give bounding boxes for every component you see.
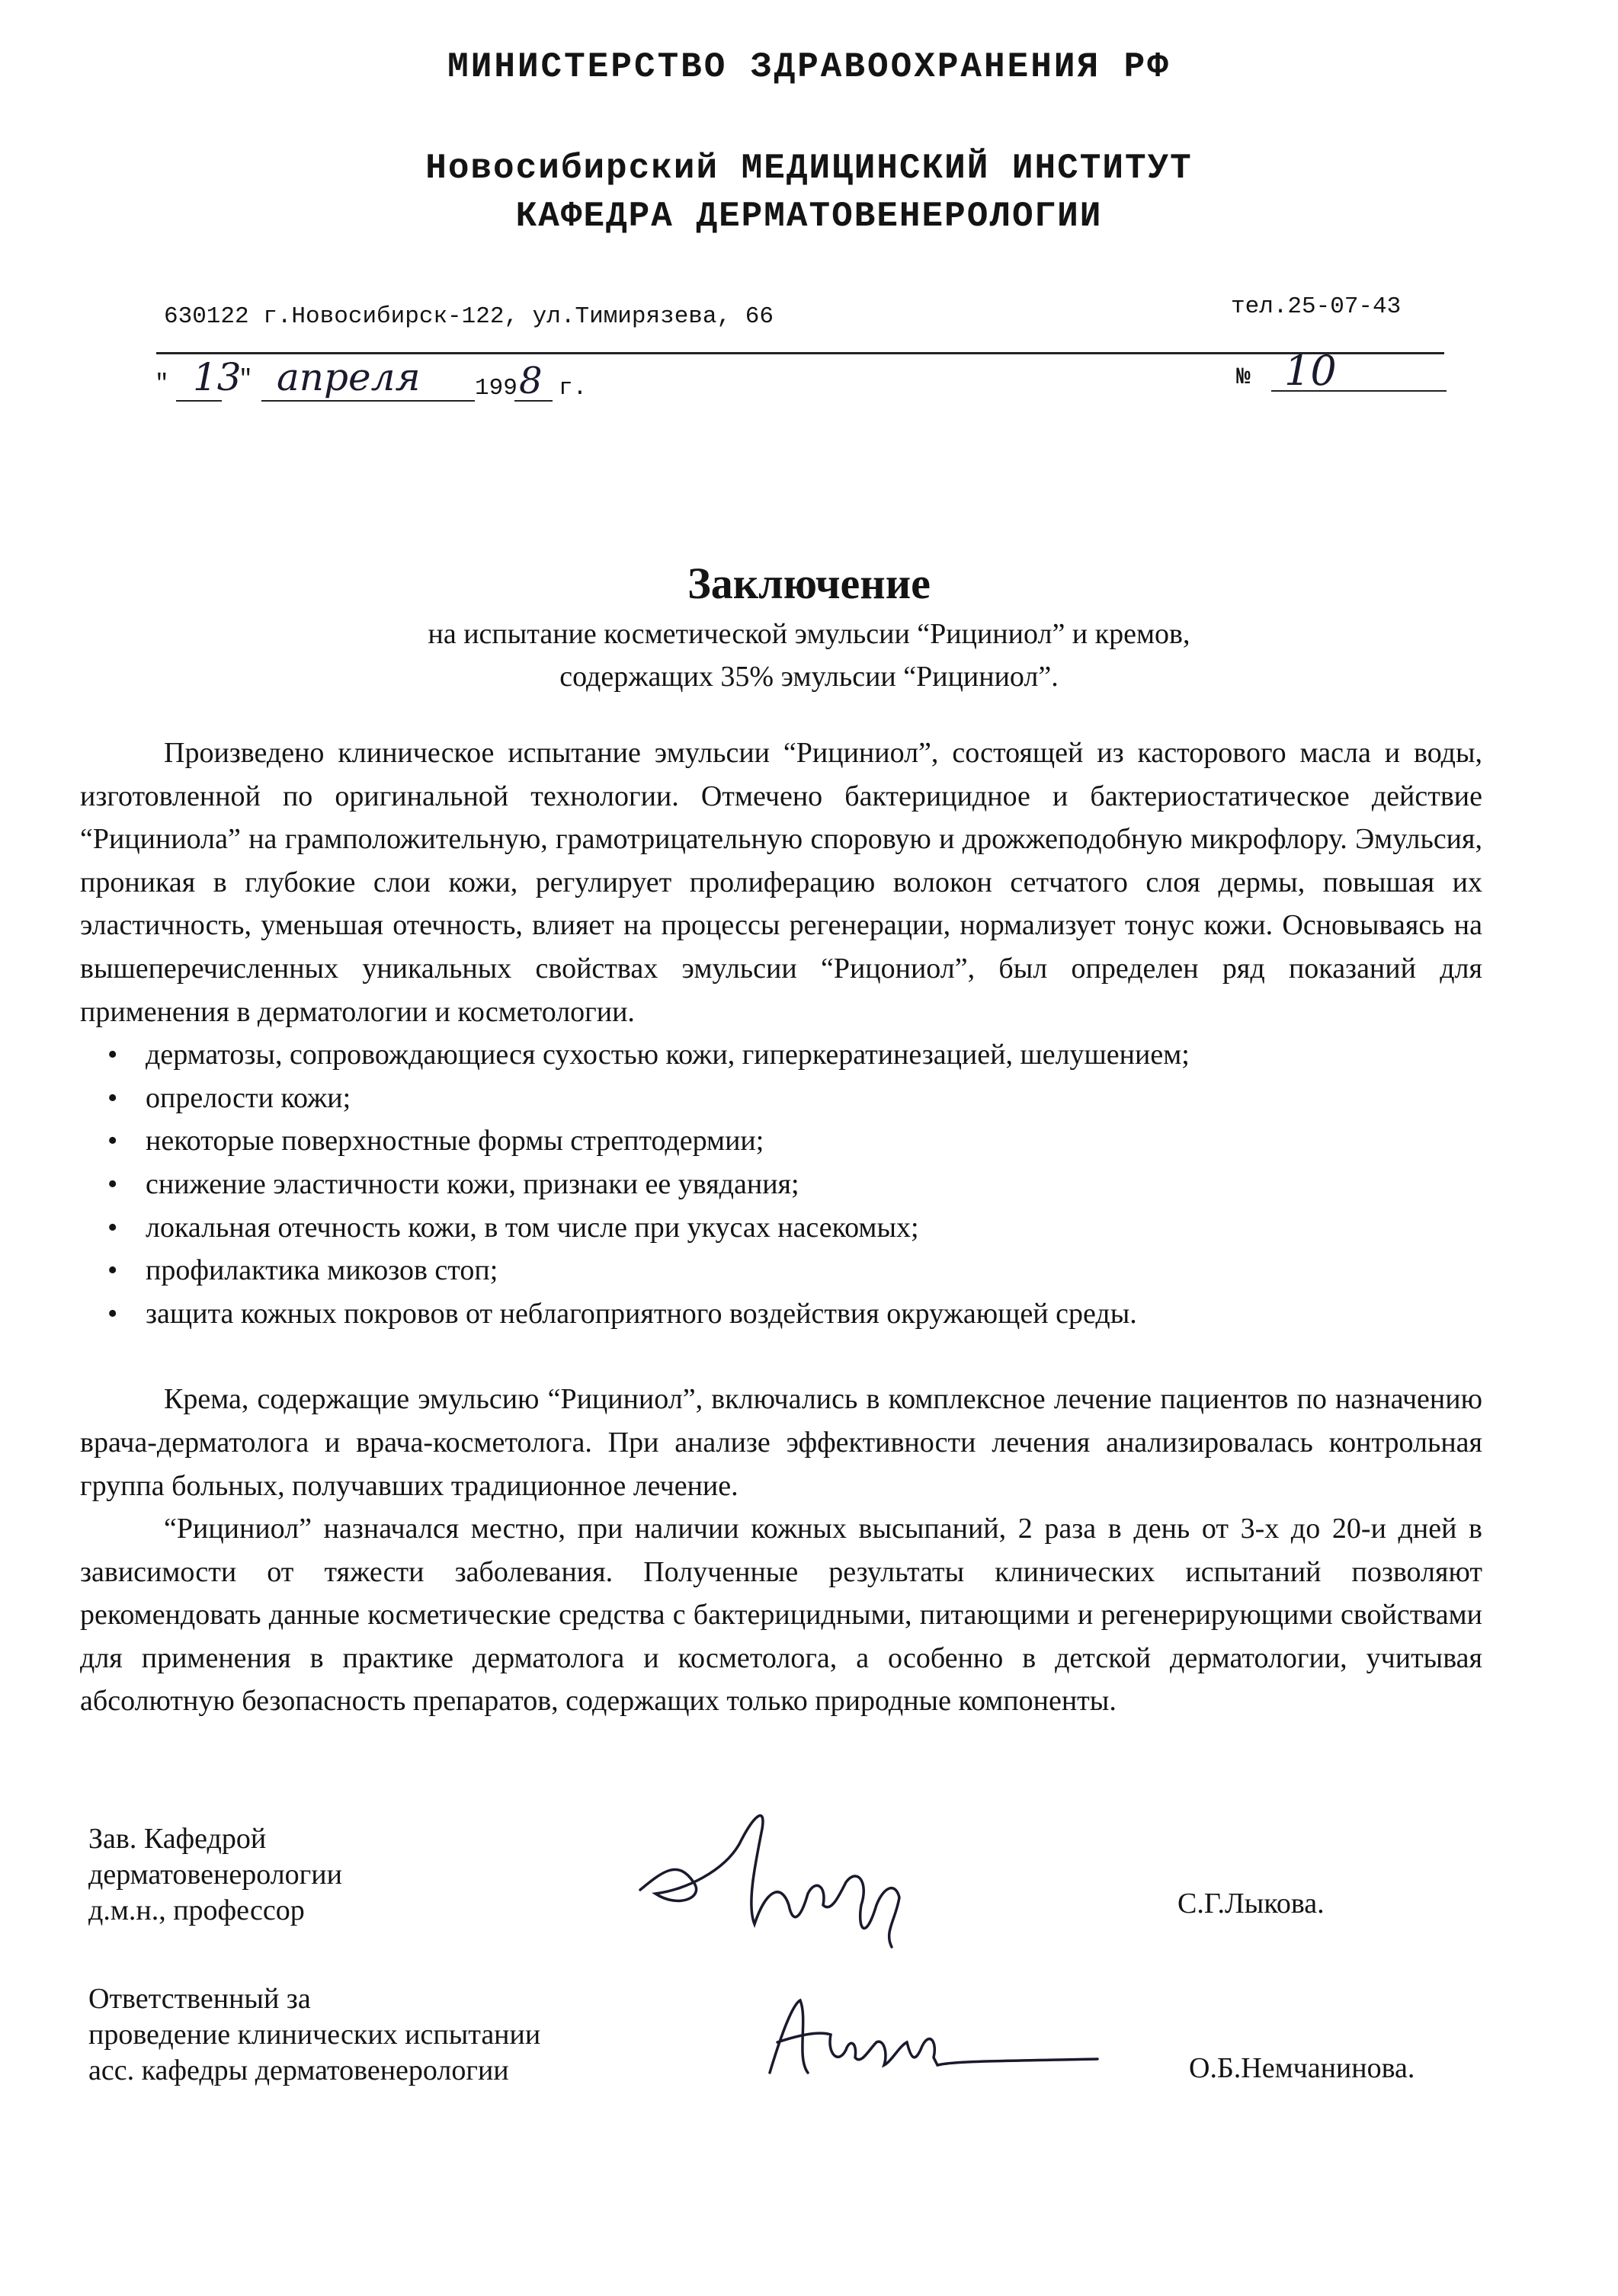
paragraph-treatment: Крема, содержащие эмульсию “Рициниол”, включались в комплексное лечение пациентов по назначению врача-дерматолога и врача-косметолога. При анализе эффективности лечения анализировалась контрольная группа больных, получавших традиционное лечение.	[80, 1383, 1482, 1502]
list-item: • защита кожных покровов от неблагоприятного воздействия окружающей среды.	[107, 1292, 1482, 1336]
document-body	[80, 732, 1482, 1723]
list-item: • локальная отечность кожи, в том числе при укусах насекомых;	[107, 1206, 1482, 1250]
signatory-2-name: О.Б.Немчанинова.	[1189, 2052, 1415, 2084]
signatory-1-name: С.Г.Лыкова.	[1177, 1888, 1325, 1920]
date-open-quote: "	[155, 370, 169, 397]
date-year-digit: 8	[519, 360, 543, 402]
address-line: 630122 г.Новосибирск-122, ул.Тимирязева, 66	[164, 303, 774, 330]
date-close-quote: "	[239, 366, 253, 392]
date-year-prefix: 199	[475, 375, 517, 402]
document-number-label: №	[1236, 364, 1251, 391]
signatory-2-title-line: проведение клинических испытании	[88, 2019, 541, 2051]
document-subtitle-line2: содержащих 35% эмульсии “Рициниол”.	[559, 661, 1059, 693]
ministry-header: МИНИСТЕРСТВО ЗДРАВООХРАНЕНИЯ РФ	[447, 47, 1171, 87]
letterhead-rule	[156, 352, 1444, 354]
phone-number: тел.25-07-43	[1231, 293, 1402, 320]
date-year-underline	[514, 400, 553, 402]
paragraph-findings: Произведено клиническое испытание эмульсии “Рициниол”, состоящей из касторового масла и воды, изготовленной по оригинальной технологии. Отмечено бактерицидное и бактериостатическое действие “Рициниола” на грамположительную, грамотрицательную споровую и дрожжеподобную микрофлору. Эмульсия, проникая в глубокие слои кожи, регулирует пролиферацию волокон сетчатого слоя дермы, повышая их эластичность, уменьшая отечность, влияет на процессы регенерации, нормализует тонус кожи. Основываясь на вышеперечисленных уникальных свойствах эмульсии “Рицониол”, был определен ряд показаний для применения в дерматологии и косметологии.	[80, 737, 1482, 1028]
document-subtitle-line1: на испытание косметической эмульсии “Рициниол” и кремов,	[428, 618, 1190, 650]
list-item: • снижение эластичности кожи, признаки ее увядания;	[107, 1163, 1482, 1206]
date-day-underline	[176, 400, 222, 402]
list-item: • дерматозы, сопровождающиеся сухостью кожи, гиперкератинезацией, шелушением;	[107, 1033, 1482, 1077]
date-day: 13	[193, 355, 242, 399]
paragraph-gap	[80, 1335, 1482, 1378]
date-year-suffix: г.	[559, 375, 588, 402]
signatory-2-title	[88, 1981, 540, 2089]
document-number: 10	[1284, 347, 1337, 395]
signatory-1-title-line: Зав. Кафедрой	[88, 1823, 267, 1855]
signatory-2-title-line: Ответственный за	[88, 1983, 311, 2015]
document-number-underline	[1271, 390, 1447, 392]
signatory-1-title	[88, 1821, 342, 1929]
signatory-1-title-line: дерматовенерологии	[88, 1859, 342, 1891]
signatory-2-title-line: асс. кафедры дерматовенерологии	[88, 2054, 509, 2086]
department-header: КАФЕДРА ДЕРМАТОВЕНЕРОЛОГИИ	[515, 197, 1103, 236]
list-item: • опрелости кожи;	[107, 1077, 1482, 1120]
date-month-underline	[261, 400, 475, 402]
signature-1	[633, 1798, 922, 1958]
list-item: • некоторые поверхностные формы стрептодермии;	[107, 1119, 1482, 1163]
signatory-1-title-line: д.м.н., профессор	[88, 1894, 305, 1926]
paragraph-conclusion: “Рициниол” назначался местно, при наличии кожных высыпаний, 2 раза в день от 3-х до 20-и дней в зависимости от тяжести заболевания. Полученные результаты клинических испытаний позволяют рекомендовать данные косметические средства с бактерицидными, питающими и регенерирующими свойствами для применения в практике дерматолога и косметолога, а особенно в детской дерматологии, учитывая абсолютную безопасность препаратов, содержащих только природные компоненты.	[80, 1513, 1482, 1718]
signature-2	[755, 1989, 1105, 2088]
date-line	[155, 355, 612, 411]
document-title: Заключение	[687, 559, 931, 608]
indications-list	[80, 1033, 1482, 1335]
institute-header: Новосибирский МЕДИЦИНСКИЙ ИНСТИТУТ	[425, 149, 1193, 188]
date-month: апреля	[277, 355, 421, 399]
list-item: • профилактика микозов стоп;	[107, 1249, 1482, 1292]
